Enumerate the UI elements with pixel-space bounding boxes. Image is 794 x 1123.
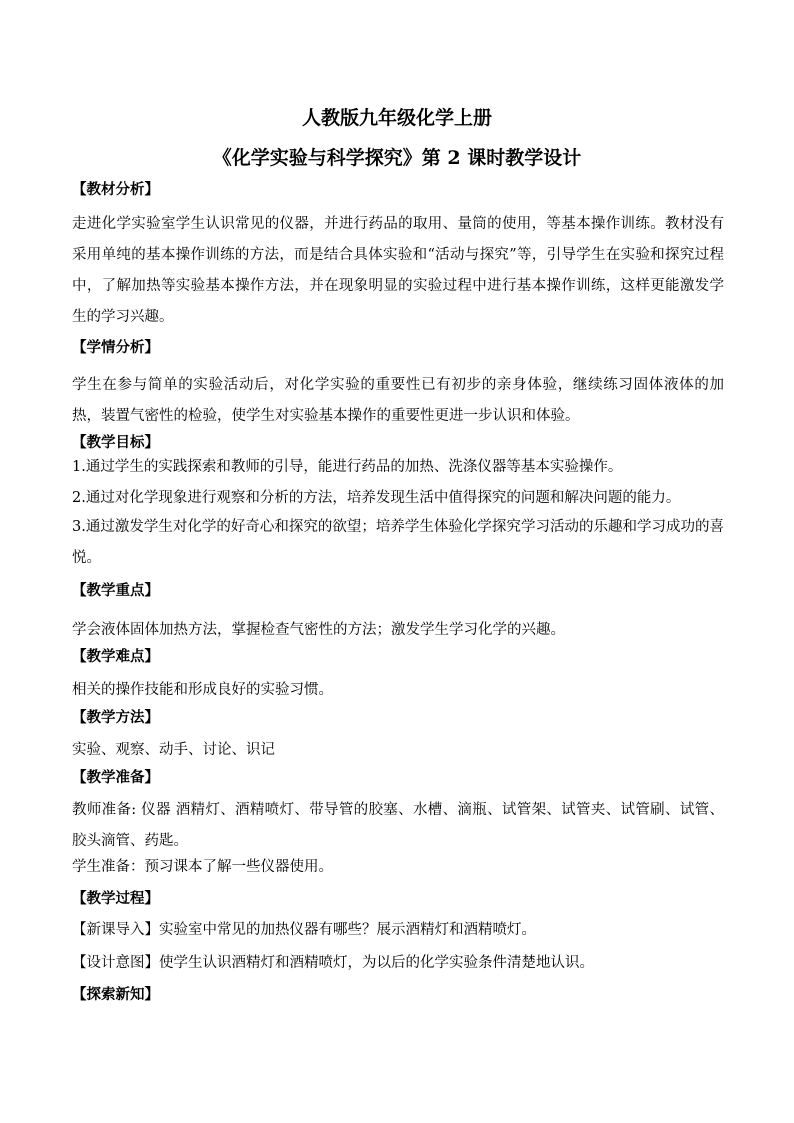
key-points-text: 学会液体固体加热方法，掌握检查气密性的方法；激发学生学习化学的兴趣。 — [72, 622, 565, 638]
section-heading-preparation: 【教学准备】 — [72, 769, 159, 786]
student-preparation: 学生准备：预习课本了解一些仪器使用。 — [72, 859, 333, 875]
document-subtitle: 《化学实验与科学探究》第 2 课时教学设计 — [212, 147, 582, 169]
section-heading-key-points: 【教学重点】 — [72, 582, 159, 599]
students-paragraph: 学生在参与简单的实验活动后，对化学实验的重要性已有初步的亲身体验，继续练习固体液体的加热，装置气密性的检验，使学生对实验基本操作的重要性更进一步认识和体验。 — [72, 377, 724, 424]
section-heading-explore: 【探索新知】 — [72, 986, 159, 1003]
analysis-paragraph: 走进化学实验室学生认识常见的仪器，并进行药品的取用、量筒的使用，等基本操作训练。教材没有采用单纯的基本操作训练的方法，而是结合具体实验和“活动与探究”等，引导学生在实验和探究过程中，了解加热等实验基本操作方法，并在现象明显的实验过程中进行基本操作训练，这样更能激发学生的学习兴趣。 — [72, 216, 724, 325]
section-heading-analysis: 【教材分析】 — [72, 181, 159, 198]
intro-label: 【新课导入】 — [72, 922, 159, 938]
section-heading-methods: 【教学方法】 — [72, 709, 159, 726]
section-heading-goals: 【教学目标】 — [72, 434, 159, 451]
goal-item-2: 2.通过对化学现象进行观察和分析的方法，培养发现生活中值得探究的问题和解决问题的能力。 — [72, 490, 681, 506]
goal-item-3: 3.通过激发学生对化学的好奇心和探究的欲望；培养学生体验化学探究学习活动的乐趣和学习成功的喜悦。 — [72, 519, 724, 566]
difficulties-text: 相关的操作技能和形成良好的实验习惯。 — [72, 682, 333, 698]
design-intent-line — [72, 953, 594, 973]
section-heading-difficulties: 【教学难点】 — [72, 648, 159, 665]
section-heading-students: 【学情分析】 — [72, 339, 159, 356]
intent-label: 【设计意图】 — [72, 955, 159, 971]
goal-item-1: 1.通过学生的实践探索和教师的引导，能进行药品的加热、洗涤仪器等基本实验操作。 — [72, 459, 623, 475]
document-title: 人教版九年级化学上册 — [301, 107, 492, 129]
methods-text: 实验、观察、动手、讨论、识记 — [72, 742, 275, 758]
intro-text: 实验室中常见的加热仪器有哪些？展示酒精灯和酒精喷灯。 — [159, 922, 536, 938]
lesson-intro-line — [72, 920, 536, 940]
intent-text: 使学生认识酒精灯和酒精喷灯，为以后的化学实验条件清楚地认识。 — [159, 955, 594, 971]
section-heading-process: 【教学过程】 — [72, 890, 159, 907]
teacher-preparation: 教师准备: 仪器 酒精灯、酒精喷灯、带导管的胶塞、水槽、滴瓶、试管架、试管夹、试管刷、试管、胶头滴管、药匙。 — [72, 802, 724, 849]
